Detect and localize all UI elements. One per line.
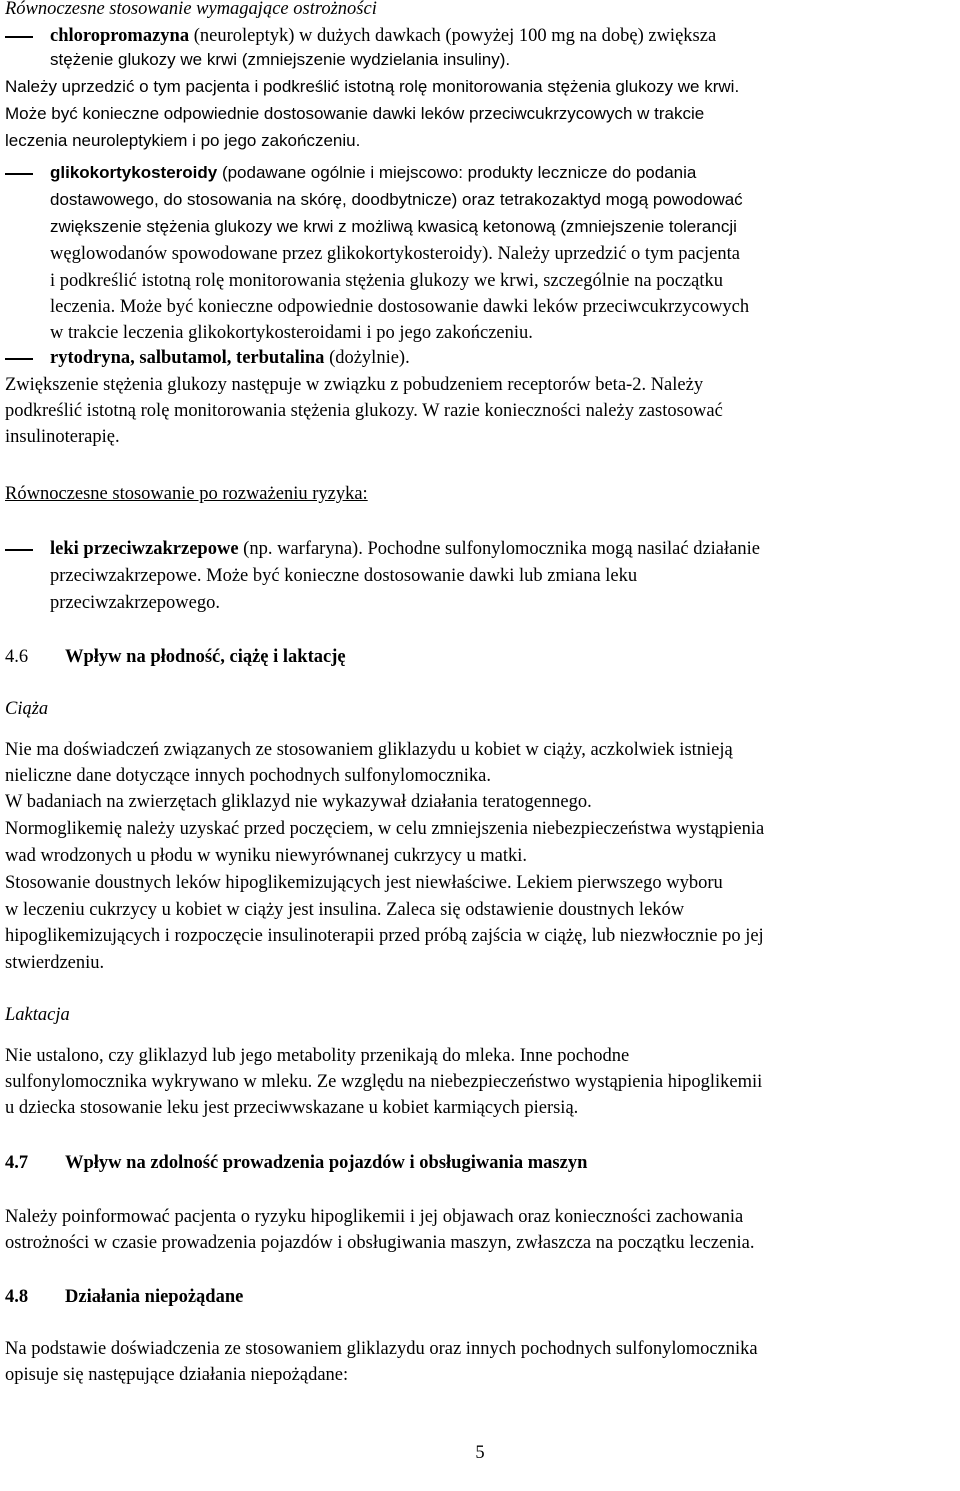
drug-name: chloropromazyna	[50, 26, 190, 46]
text-line: nieliczne dane dotyczące innych pochodnych sulfonylomocznika.	[5, 766, 491, 786]
bullet-dash	[5, 549, 33, 551]
drug-name: glikokortykosteroidy	[50, 163, 218, 182]
text-line: stwierdzeniu.	[5, 953, 105, 973]
text-line: wad wrodzonych u płodu w wyniku niewyrównanej cukrzycy u matki.	[5, 846, 527, 866]
text-line: Należy uprzedzić o tym pacjenta i podkreślić istotną rolę monitorowania stężenia glukozy we krwi.	[5, 77, 740, 96]
bullet-glucocorticoids	[50, 160, 696, 186]
text-line: dostawowego, do stosowania na skórę, doodbytnicze) oraz tetrakozaktyd mogą powodować	[50, 190, 743, 209]
subheading-lactation: Laktacja	[5, 1005, 70, 1025]
text-line: Stosowanie doustnych leków hipoglikemizujących jest niewłaściwe. Lekiem pierwszego wyboru	[5, 873, 723, 893]
bullet-text: (np. warfaryna). Pochodne sulfonylomocznika mogą nasilać działanie	[238, 539, 760, 559]
page-number: 5	[475, 1443, 485, 1463]
section-title: Działania niepożądane	[65, 1287, 244, 1307]
text-line: przeciwzakrzepowe. Może być konieczne dostosowanie dawki lub zmiana leku	[50, 566, 638, 586]
text-line: w trakcie leczenia glikokortykosteroidami i po jego zakończeniu.	[50, 323, 533, 343]
text-line: Na podstawie doświadczenia ze stosowaniem gliklazydu oraz innych pochodnych sulfonylomocznika	[5, 1339, 758, 1359]
section-title: Wpływ na zdolność prowadzenia pojazdów i obsługiwania maszyn	[65, 1153, 588, 1173]
text-line: węglowodanów spowodowane przez glikokortykosteroidy). Należy uprzedzić o tym pacjenta	[50, 244, 740, 264]
text-line: opisuje się następujące działania niepożądane:	[5, 1365, 349, 1385]
text-line: leczenia neuroleptykiem i po jego zakończeniu.	[5, 131, 361, 150]
text-line: leczenia. Może być konieczne odpowiednie dostosowanie dawki leków przeciwcukrzycowych	[50, 297, 750, 317]
text-line: Może być konieczne odpowiednie dostosowanie dawki leków przeciwcukrzycowych w trakcie	[5, 104, 705, 123]
section-title: Wpływ na płodność, ciążę i laktację	[65, 647, 346, 667]
drug-name: leki przeciwzakrzepowe	[50, 539, 239, 559]
text-line: w leczeniu cukrzycy u kobiet w ciąży jest insulina. Zaleca się odstawienie doustnych leków	[5, 900, 685, 920]
text-line: Nie ustalono, czy gliklazyd lub jego metabolity przenikają do mleka. Inne pochodne	[5, 1046, 630, 1066]
text-line: sulfonylomocznika wykrywano w mleku. Ze względu na niebezpieczeństwo wystąpienia hipoglikemii	[5, 1072, 763, 1092]
section-number: 4.8	[5, 1287, 29, 1307]
text-line: zwiększenie stężenia glukozy we krwi z możliwą kwasicą ketonową (zmniejszenie tolerancji	[50, 217, 737, 236]
section-number: 4.7	[5, 1153, 29, 1173]
drug-name: rytodryna, salbutamol, terbutalina	[50, 348, 325, 368]
text-line: podkreślić istotną rolę monitorowania stężenia glukozy. W razie konieczności należy zastosować	[5, 401, 723, 421]
text-line: Nie ma doświadczeń związanych ze stosowaniem gliklazydu u kobiet w ciąży, aczkolwiek istnieją	[5, 740, 733, 760]
section-heading-caution: Równoczesne stosowanie wymagające ostrożności	[5, 0, 377, 19]
text-line: Należy poinformować pacjenta o ryzyku hipoglikemii i jej objawach oraz konieczności zachowania	[5, 1207, 744, 1227]
bullet-beta-agonists	[50, 345, 410, 371]
text-line: hipoglikemizujących i rozpoczęcie insulinoterapii przed próbą zajścia w ciążę, lub niezwłocznie po jej	[5, 926, 764, 946]
text-line: ostrożności w czasie prowadzenia pojazdów i obsługiwania maszyn, zwłaszcza na początku leczenia.	[5, 1233, 755, 1253]
text-line: insulinoterapię.	[5, 427, 120, 447]
text-line: W badaniach na zwierzętach gliklazyd nie wykazywał działania teratogennego.	[5, 792, 592, 812]
bullet-text: (neuroleptyk) w dużych dawkach (powyżej 100 mg na dobę) zwiększa	[189, 26, 717, 46]
text-line: u dziecka stosowanie leku jest przeciwwskazane u kobiet karmiących piersią.	[5, 1098, 579, 1118]
text-line: stężenie glukozy we krwi (zmniejszenie wydzielania insuliny).	[50, 50, 511, 69]
bullet-dash	[5, 358, 33, 360]
bullet-text: (podawane ogólnie i miejscowo: produkty lecznicze do podania	[217, 163, 697, 182]
section-number: 4.6	[5, 647, 29, 667]
bullet-dash	[5, 36, 33, 38]
section-heading-risk: Równoczesne stosowanie po rozważeniu ryzyka:	[5, 484, 368, 504]
bullet-dash	[5, 173, 33, 175]
text-line: przeciwzakrzepowego.	[50, 593, 220, 613]
bullet-anticoagulants	[50, 536, 760, 562]
text-line: i podkreślić istotną rolę monitorowania stężenia glukozy we krwi, szczególnie na początku	[50, 271, 723, 291]
bullet-chlorpromazine	[50, 23, 716, 49]
bullet-text: (dożylnie).	[324, 348, 410, 368]
subheading-pregnancy: Ciąża	[5, 699, 49, 719]
text-line: Zwiększenie stężenia glukozy następuje w związku z pobudzeniem receptorów beta-2. Należy	[5, 375, 704, 395]
text-line: Normoglikemię należy uzyskać przed poczęciem, w celu zmniejszenia niebezpieczeństwa wystąpienia	[5, 819, 765, 839]
